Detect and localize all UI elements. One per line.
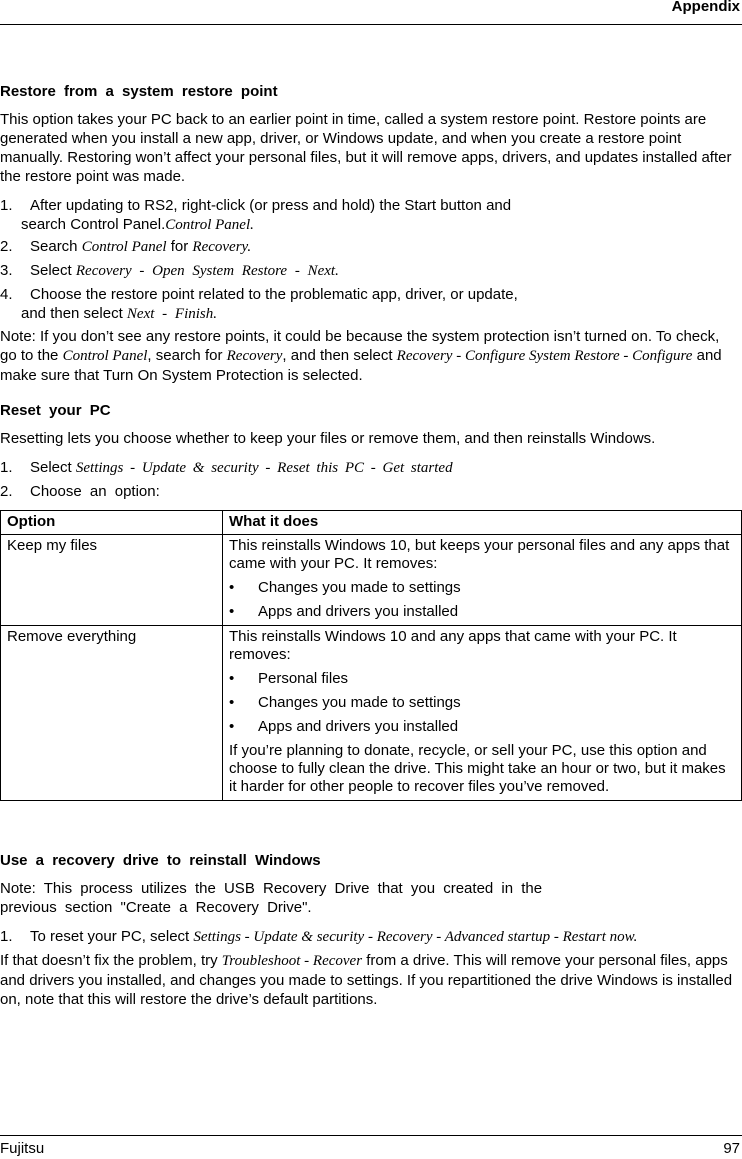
step-text: To reset your PC, select [30, 928, 190, 945]
bullet-item: • Personal files [229, 670, 349, 687]
note-text: , search for [147, 347, 223, 364]
para-text: If that doesn’t fix the problem, try [0, 952, 218, 969]
table-row [1, 626, 742, 801]
step-number: 2. [0, 483, 13, 500]
bullet-item: • Apps and drivers you installed [229, 718, 459, 735]
step-text-cont: and then select [21, 305, 123, 322]
step-ital: Recovery [192, 239, 248, 255]
table-cell-option: Remove everything [1, 626, 223, 801]
step-number: 1. [0, 197, 13, 214]
bullet-item: • Apps and drivers you installed [229, 603, 459, 620]
restore-step-4 [0, 285, 740, 324]
step-end: . [250, 217, 254, 233]
note-ital: Recovery - Configure System Restore - Configure [396, 348, 693, 364]
note-ital: Control Panel [62, 348, 148, 364]
cell-desc-text: This reinstalls Windows 10, but keeps your personal files and any apps that came with your PC. It removes: [229, 537, 730, 572]
step-text: for [170, 238, 189, 255]
table-header-option: Option [1, 511, 223, 535]
table-row [1, 535, 742, 626]
section-title-recovery-drive: Use a recovery drive to reinstall Windows [0, 852, 321, 869]
note-text: previous section "Create a Recovery Drive". [0, 899, 312, 916]
reset-options-table [0, 510, 742, 801]
step-ital: Settings - Update & security - Recovery - Advanced startup - Restart now [193, 929, 634, 945]
table-cell-desc [223, 535, 742, 626]
step-text: Select [30, 262, 72, 279]
table-cell-option: Keep my files [1, 535, 223, 626]
cell-desc-text: This reinstalls Windows 10 and any apps that came with your PC. It removes: [229, 628, 677, 663]
reset-step-1 [0, 458, 740, 478]
para-text: from a drive. This will remove your personal files, apps and drivers you installed, and changes you made to settings. If you repartitioned the drive Windows is installed on, note that this will restore the drive’s default partitions. [0, 952, 733, 1008]
step-ital: Settings - Update & security - Reset this PC - Get started [75, 460, 453, 476]
table-cell-desc [223, 626, 742, 801]
step-text: Choose the restore point related to the problematic app, driver, or update, [30, 286, 518, 303]
cell-extra-text: If you’re planning to donate, recycle, or sell your PC, use this option and choose to fully clean the drive. This might take an hour or two, but it makes it harder for other people to recover files you’ve removed. [229, 742, 726, 795]
step-number: 3. [0, 262, 13, 279]
step-end: . [335, 263, 339, 279]
bullet-item: • Changes you made to settings [229, 694, 461, 711]
note-text: Note: If you don’t see any restore points, it could be because the system protection isn’t turned on. To check, go to the [0, 328, 720, 364]
recovery-final-para [0, 951, 740, 1009]
step-ital: Next - Finish [126, 306, 214, 322]
restore-intro: This option takes your PC back to an earlier point in time, called a system restore point. Restore points are generated when you install a new app, driver, or Windows update, and when you create a restore point manually. Restoring won’t affect your personal files, but it will remove apps, drivers, and updates installed after the restore point was made. [0, 111, 732, 185]
note-text: , and then select [282, 347, 393, 364]
step-text: Select [30, 459, 72, 476]
bullet-item: • Changes you made to settings [229, 579, 461, 596]
recovery-note [0, 879, 740, 917]
para-ital: Troubleshoot - Recover [221, 953, 363, 969]
step-number: 1. [0, 459, 13, 476]
restore-step-1 [0, 196, 740, 235]
step-ital: Recovery - Open System Restore - Next [75, 263, 336, 279]
section-title-restore: Restore from a system restore point [0, 83, 278, 100]
table-header-row [1, 511, 742, 535]
recovery-step-1 [0, 927, 740, 947]
header-rule [0, 24, 742, 25]
step-end: . [213, 306, 217, 322]
step-ital: Control Panel [81, 239, 167, 255]
table-header-what: What it does [223, 511, 742, 535]
reset-step-2 [0, 482, 740, 501]
page-header-title: Appendix [671, 0, 740, 15]
step-text: Search [30, 238, 78, 255]
footer-rule [0, 1135, 742, 1136]
step-text-cont: search Control Panel. [21, 216, 166, 233]
section-title-reset: Reset your PC [0, 402, 111, 419]
step-text: After updating to RS2, right-click (or press and hold) the Start button and [30, 197, 512, 214]
restore-step-2 [0, 237, 740, 257]
step-number: 4. [0, 286, 13, 303]
step-end: . [247, 239, 252, 255]
note-ital: Recovery [226, 348, 283, 364]
restore-step-3 [0, 261, 740, 281]
step-text: Choose an option: [30, 483, 160, 500]
step-number: 2. [0, 238, 13, 255]
note-text: and make sure that Turn On System Protection is selected. [0, 347, 722, 384]
footer-brand: Fujitsu [0, 1140, 45, 1157]
restore-note [0, 327, 740, 385]
step-number: 1. [0, 928, 13, 945]
reset-intro: Resetting lets you choose whether to keep your files or remove them, and then reinstalls Windows. [0, 430, 656, 447]
footer-page-number: 97 [723, 1140, 740, 1157]
step-ital: Control Panel [165, 217, 251, 233]
note-text: Note: This process utilizes the USB Recovery Drive that you created in the [0, 880, 543, 897]
step-end: . [633, 929, 638, 945]
